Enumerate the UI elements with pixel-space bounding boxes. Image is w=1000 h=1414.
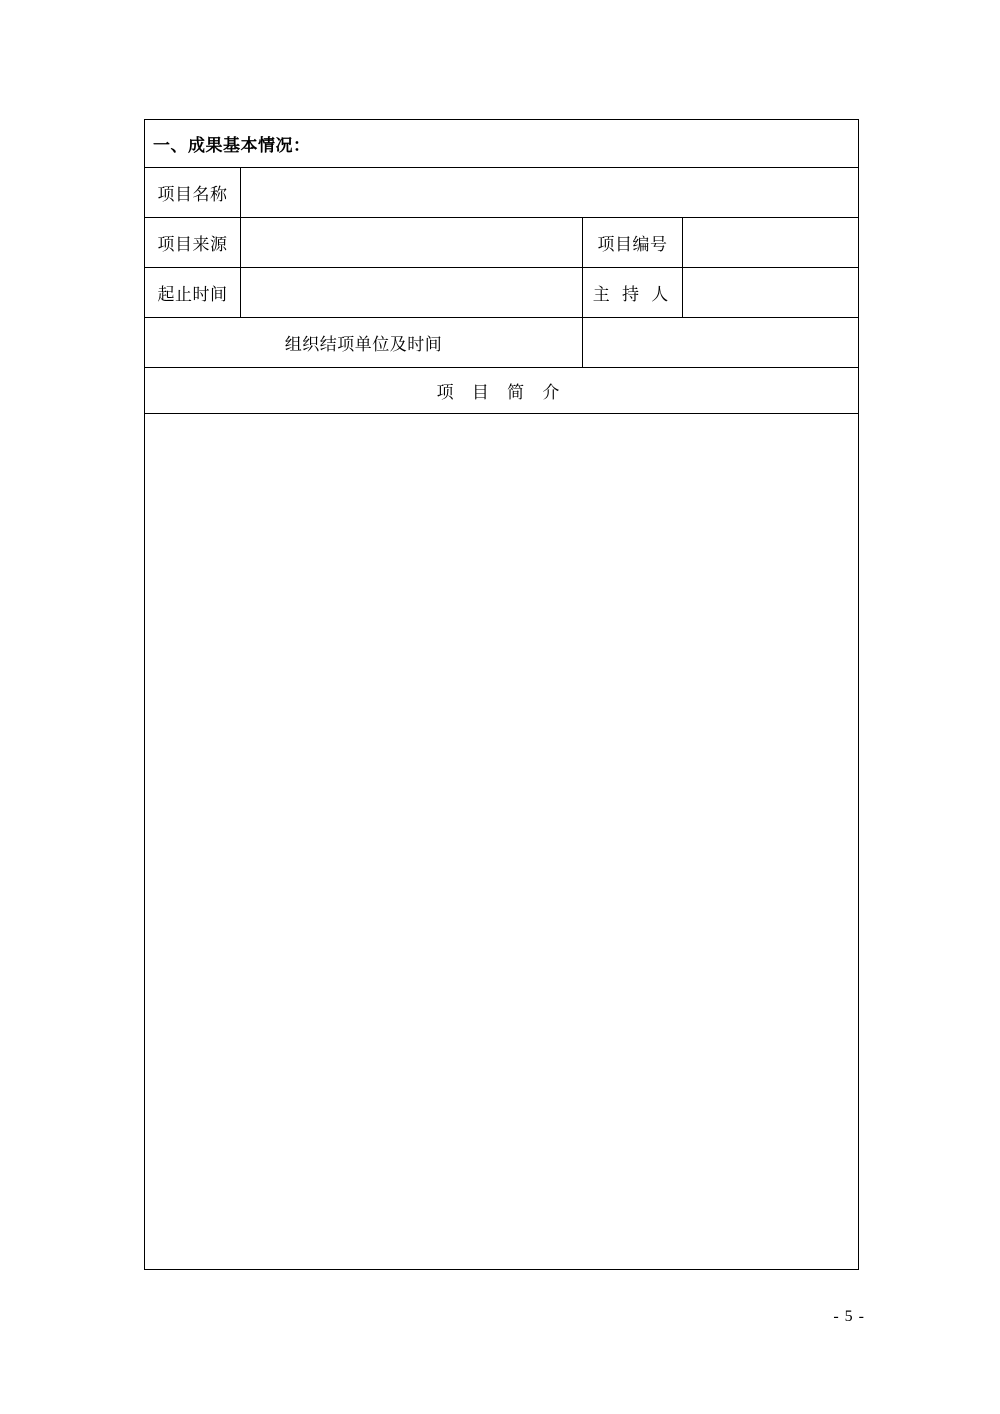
label-project-name: 项目名称 [145, 168, 241, 218]
table-row-duration [145, 268, 859, 318]
field-project-source[interactable] [241, 218, 583, 268]
table-row-closing-unit [145, 318, 859, 368]
field-project-number[interactable] [683, 218, 859, 268]
field-closing-unit-and-time[interactable] [583, 318, 859, 368]
table-row-heading [145, 120, 859, 168]
label-host: 主 持 人 [583, 268, 683, 318]
achievement-basic-info-table [144, 119, 859, 1270]
field-summary-body[interactable] [145, 414, 859, 1270]
label-closing-unit-and-time: 组织结项单位及时间 [145, 318, 583, 368]
label-project-number: 项目编号 [583, 218, 683, 268]
table-row-summary-body [145, 414, 859, 1270]
field-duration[interactable] [241, 268, 583, 318]
table-row-summary-title [145, 368, 859, 414]
label-duration: 起止时间 [145, 268, 241, 318]
table-row-project-name [145, 168, 859, 218]
field-project-name[interactable] [241, 168, 859, 218]
label-project-source: 项目来源 [145, 218, 241, 268]
table-row-project-source [145, 218, 859, 268]
summary-title: 项 目 简 介 [145, 368, 859, 414]
field-host[interactable] [683, 268, 859, 318]
page-number: - 5 - [833, 1308, 865, 1325]
section-heading: 一、成果基本情况： [145, 120, 859, 168]
